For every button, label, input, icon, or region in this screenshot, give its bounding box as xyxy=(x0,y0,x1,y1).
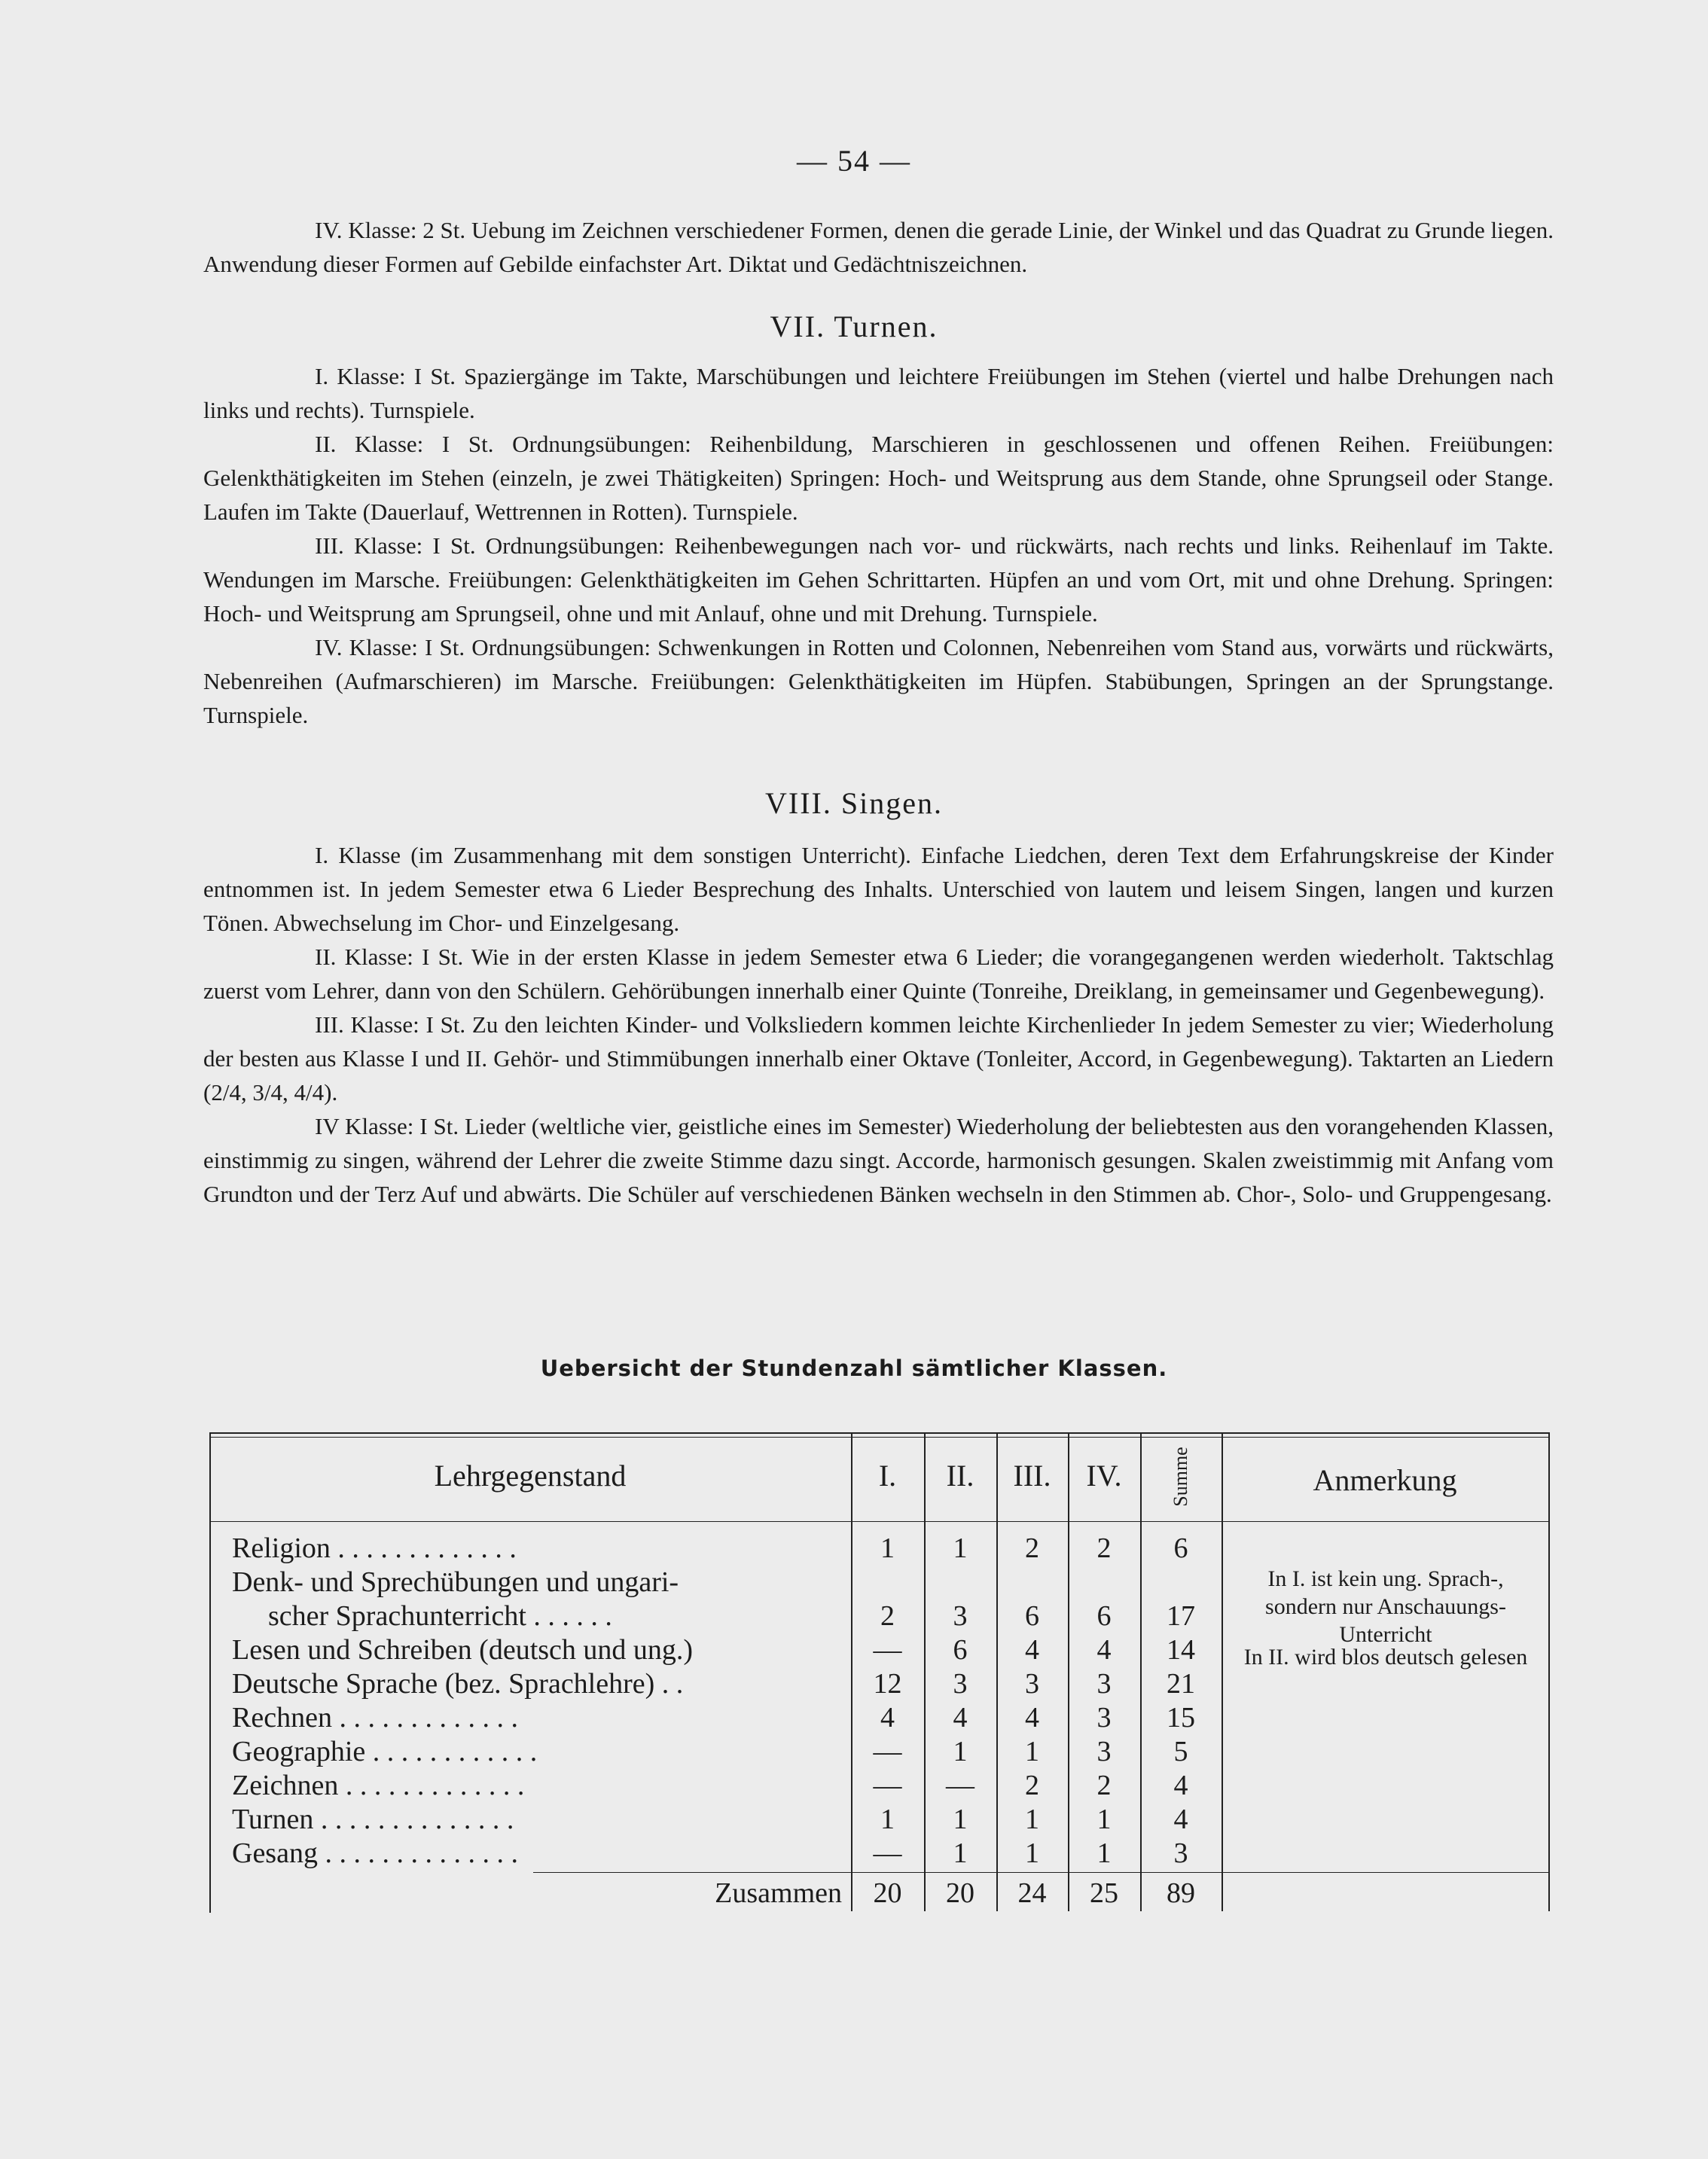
total-label: Zusammen xyxy=(715,1877,842,1909)
header-class-1: I. xyxy=(878,1459,897,1493)
total-c2: 20 xyxy=(946,1877,974,1909)
row-turnen-c3: 1 xyxy=(1025,1804,1039,1835)
row-gesang-c3: 1 xyxy=(1025,1837,1039,1869)
row-subject-geographie: Geographie . . . . . . . . . . . . xyxy=(232,1736,538,1767)
row-geographie-c2: 1 xyxy=(953,1736,968,1767)
row-religion-c1: 1 xyxy=(880,1532,895,1564)
row-turnen-sum: 4 xyxy=(1173,1804,1188,1835)
total-c4: 25 xyxy=(1090,1877,1118,1909)
table-header-rule xyxy=(209,1521,1550,1522)
row-denk-c3: 6 xyxy=(1025,1600,1039,1632)
total-c1: 20 xyxy=(873,1877,902,1909)
row-lesen-sum: 14 xyxy=(1167,1634,1195,1666)
row-zeichnen-c1: — xyxy=(873,1770,902,1801)
row-rechnen-c1: 4 xyxy=(880,1702,895,1734)
drawing-section xyxy=(203,213,1554,281)
table-left-rule xyxy=(209,1432,211,1913)
singen-paragraph-i: I. Klasse (im Zusammenhang mit dem sonstigen Unterricht). Einfache Liedchen, deren Text dem Erfahrungskreise der Kinder entnommen ist. In jedem Semester etwa 6 Lieder Besprechung des Inhalts. Unterschied von lautem und leisem Singen, langen und kurzen Tönen. Abwechselung im Chor- und Einzelgesang. xyxy=(203,842,1554,936)
page-number: — 54 — xyxy=(797,144,911,178)
header-class-3: III. xyxy=(1013,1459,1051,1493)
row-geographie-c1: — xyxy=(873,1736,902,1767)
row-denk-sum: 17 xyxy=(1167,1600,1195,1632)
row-geographie-c3: 1 xyxy=(1025,1736,1039,1767)
singen-paragraph-ii: II. Klasse: I St. Wie in der ersten Klasse in jedem Semester etwa 6 Lieder; die vorangegangenen werden wiederholt. Taktschlag zuerst vom Lehrer, dann von den Schülern. Gehörübungen innerhalb einer Quinte (Tonreihe, Dreiklang, in gemeinsamer und Gegenbewegung). xyxy=(203,944,1554,1004)
row-lesen-c3: 4 xyxy=(1025,1634,1039,1666)
row-deutsch-sum: 21 xyxy=(1167,1668,1195,1700)
row-turnen-c2: 1 xyxy=(953,1804,968,1835)
remark-1: In I. ist kein ung. Sprach-, sondern nur Anschauungs-Unterricht xyxy=(1265,1566,1506,1647)
row-zeichnen-c3: 2 xyxy=(1025,1770,1039,1801)
row-subject-rechnen: Rechnen . . . . . . . . . . . . . xyxy=(232,1702,518,1734)
row-turnen-c1: 1 xyxy=(880,1804,895,1835)
row-deutsch-c1: 12 xyxy=(873,1668,902,1700)
row-denk-c4: 6 xyxy=(1096,1600,1112,1632)
table-top-rule-inner xyxy=(209,1437,1550,1438)
heading-singen: VIII. Singen. xyxy=(765,786,943,820)
row-subject-gesang: Gesang . . . . . . . . . . . . . . xyxy=(232,1837,518,1869)
row-subject-turnen: Turnen . . . . . . . . . . . . . . xyxy=(232,1804,514,1835)
turnen-paragraph-ii: II. Klasse: I St. Ordnungsübungen: Reihenbildung, Marschieren in geschlossenen und offenen Reihen. Freiübungen: Gelenkthätigkeiten im Stehen (einzeln, je zwei Thätigkeiten) Springen: Hoch- und Weitsprung aus dem Stande, ohne Sprungseil oder Stange. Laufen im Takte (Dauerlauf, Wettrennen in Rotten). Turnspiele. xyxy=(203,431,1554,525)
total-sum: 89 xyxy=(1167,1877,1195,1909)
header-remark: Anmerkung xyxy=(1313,1463,1457,1497)
row-subject-religion: Religion . . . . . . . . . . . . . xyxy=(232,1532,517,1564)
singen-paragraph-iii: III. Klasse: I St. Zu den leichten Kinder- und Volksliedern kommen leichte Kirchenlieder In jedem Semester zu vier; Wiederholung der besten aus Klasse I und II. Gehör- und Stimmübungen innerhalb einer Oktave (Tonleiter, Accord, in Gegenbewegung). Taktarten an Liedern (2/4, 3/4, 4/4). xyxy=(203,1011,1554,1105)
row-geographie-sum: 5 xyxy=(1173,1736,1188,1767)
row-subject-zeichnen: Zeichnen . . . . . . . . . . . . . xyxy=(232,1770,525,1801)
turnen-paragraph-i: I. Klasse: I St. Spaziergänge im Takte, Marschübungen und leichtere Freiübungen im Stehen (viertel und halbe Drehungen nach links und rechts). Turnspiele. xyxy=(203,363,1554,423)
row-geographie-c4: 3 xyxy=(1096,1736,1112,1767)
row-zeichnen-c2: — xyxy=(946,1770,974,1801)
hours-table xyxy=(209,1432,1550,1923)
row-rechnen-c3: 4 xyxy=(1025,1702,1039,1734)
row-lesen-c4: 4 xyxy=(1096,1634,1112,1666)
heading-turnen: VII. Turnen. xyxy=(770,310,938,343)
row-subject-deutsch: Deutsche Sprache (bez. Sprachlehre) . . xyxy=(232,1668,684,1700)
turnen-paragraph-iii: III. Klasse: I St. Ordnungsübungen: Reihenbewegungen nach vor- und rückwärts, nach rechts und links. Reihenlauf im Takte. Wendungen im Marsche. Freiübungen: Gelenkthätigkeiten im Gehen Schrittarten. Hüpfen an und vom Ort, mit und ohne Drehung. Springen: Hoch- und Weitsprung am Sprungseil, ohne und mit Anlauf, ohne und mit Drehung. Turnspiele. xyxy=(203,532,1554,627)
row-subject-denk-line1: Denk- und Sprechübungen und ungari- xyxy=(232,1566,679,1598)
row-religion-c2: 1 xyxy=(953,1532,968,1564)
row-rechnen-c4: 3 xyxy=(1096,1702,1112,1734)
header-class-2: II. xyxy=(946,1459,974,1493)
row-gesang-sum: 3 xyxy=(1173,1837,1188,1869)
row-religion-c3: 2 xyxy=(1025,1532,1039,1564)
singen-section xyxy=(203,838,1554,1211)
row-turnen-c4: 1 xyxy=(1096,1804,1112,1835)
table-top-rule xyxy=(209,1432,1550,1434)
row-denk-c2: 3 xyxy=(953,1600,968,1632)
table-right-rule xyxy=(1548,1432,1550,1911)
row-denk-c1: 2 xyxy=(880,1600,895,1632)
row-zeichnen-sum: 4 xyxy=(1173,1770,1188,1801)
row-lesen-c1: — xyxy=(873,1634,902,1666)
row-gesang-c1: — xyxy=(873,1837,902,1869)
row-deutsch-c3: 3 xyxy=(1025,1668,1039,1700)
row-deutsch-c2: 3 xyxy=(953,1668,968,1700)
row-religion-sum: 6 xyxy=(1173,1532,1188,1564)
table-sum-rule xyxy=(533,1872,1550,1873)
total-c3: 24 xyxy=(1017,1877,1047,1909)
singen-paragraph-iv: IV Klasse: I St. Lieder (weltliche vier, geistliche eines im Semester) Wiederholung der beliebtesten aus den vorangehenden Klassen, einstimmig zu singen, während der Lehrer die zweite Stimme dazu singt. Accorde, harmonisch gesungen. Skalen zweistimmig mit Anfang vom Grundton und der Terz Auf und abwärts. Die Schüler auf verschiedenen Bänken wechseln in den Stimmen ab. Chor-, Solo- und Gruppengesang. xyxy=(203,1113,1554,1207)
col-rule-6 xyxy=(1222,1432,1223,1911)
row-deutsch-c4: 3 xyxy=(1096,1668,1112,1700)
header-subject: Lehrgegenstand xyxy=(434,1459,627,1493)
turnen-paragraph-iv: IV. Klasse: I St. Ordnungsübungen: Schwenkungen in Rotten und Colonnen, Nebenreihen vom Stand aus, vorwärts und rückwärts, Nebenreihen (Aufmarschieren) im Marsche. Freiübungen: Gelenkthätigkeiten im Hüpfen. Stabübungen, Springen an der Sprungstange. Turnspiele. xyxy=(203,634,1554,728)
row-subject-lesen: Lesen und Schreiben (deutsch und ung.) xyxy=(232,1634,694,1666)
row-subject-denk: scher Sprachunterricht . . . . . . xyxy=(268,1600,612,1632)
row-rechnen-sum: 15 xyxy=(1167,1702,1195,1734)
row-gesang-c2: 1 xyxy=(953,1837,968,1869)
row-gesang-c4: 1 xyxy=(1096,1837,1112,1869)
drawing-paragraph-iv: IV. Klasse: 2 St. Uebung im Zeichnen verschiedener Formen, denen die gerade Linie, der Winkel und das Quadrat zu Grunde liegen. Anwendung dieser Formen auf Gebilde einfachster Art. Diktat und Gedächtniszeichnen. xyxy=(203,217,1554,277)
row-zeichnen-c4: 2 xyxy=(1096,1770,1112,1801)
row-religion-c4: 2 xyxy=(1096,1532,1112,1564)
remark-2: In II. wird blos deutsch gelesen xyxy=(1243,1645,1528,1670)
row-lesen-c2: 6 xyxy=(953,1634,968,1666)
table-title: Uebersicht der Stundenzahl sämtlicher Klassen. xyxy=(540,1355,1168,1381)
header-class-4: IV. xyxy=(1086,1459,1122,1493)
row-rechnen-c2: 4 xyxy=(953,1702,968,1734)
header-sum: Summe xyxy=(1170,1447,1191,1507)
turnen-section xyxy=(203,359,1554,732)
